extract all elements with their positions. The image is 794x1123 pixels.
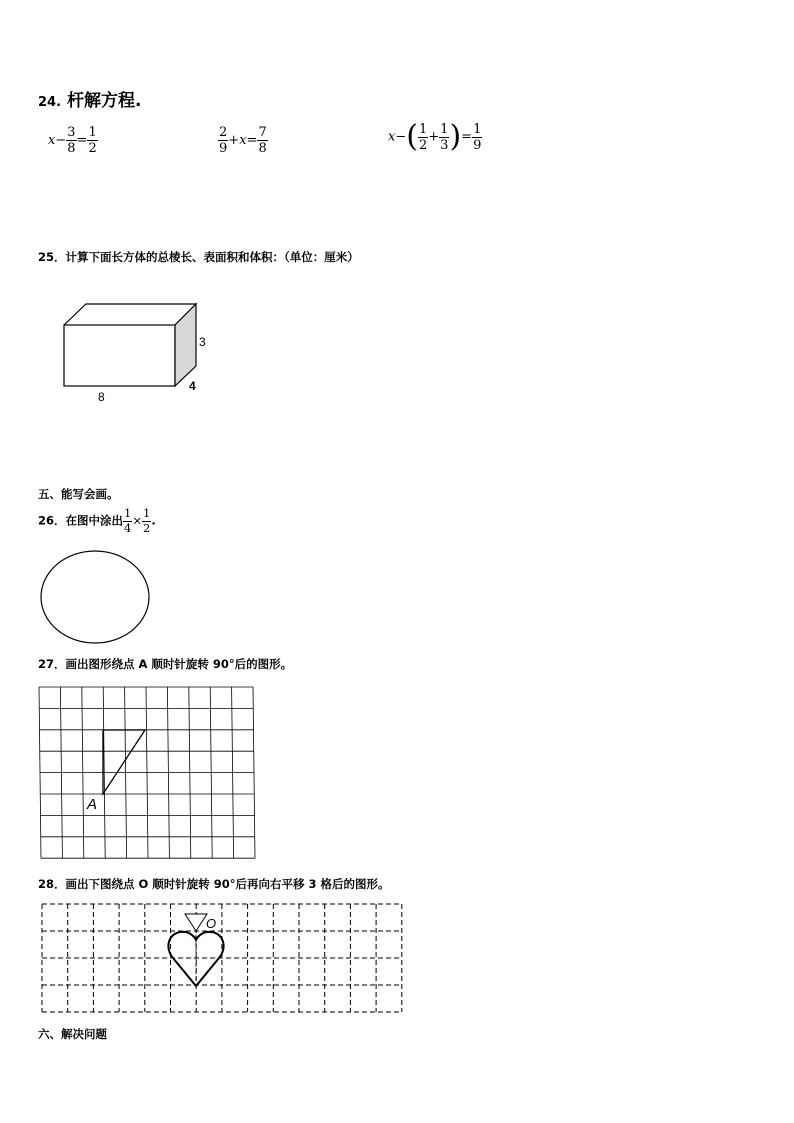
triangle-shape: [103, 730, 145, 794]
fraction: $\frac{1}{3}$: [440, 121, 449, 153]
fraction: $\frac{1}{9}$: [473, 121, 482, 153]
length-label: 8: [98, 390, 105, 404]
section-5-heading: 五、能写会画。: [38, 487, 119, 501]
equation-1: x− $\frac{3}{8}$ = $\frac{1}{2}$: [48, 125, 97, 156]
width-label: 4: [189, 379, 196, 393]
q28-text: 28．画出下图绕点 O 顺时针旋转 90°后再向右平移 3 格后的图形。: [38, 877, 390, 891]
square-grid: [36, 684, 258, 862]
fraction: $\frac{7}{8}$: [258, 125, 267, 156]
fraction: $\frac{3}{8}$: [67, 125, 76, 156]
q24-heading: [38, 86, 141, 111]
height-label: 3: [199, 335, 206, 349]
fraction: $\frac{1}{2}$: [142, 506, 151, 535]
q24-title: 杆解方程.: [66, 91, 142, 111]
point-a-label: A: [87, 796, 98, 813]
equation-3: x−( $\frac{1}{2}$ + $\frac{1}{3}$ )= $\frac{1}{9}$: [388, 119, 482, 154]
circle-figure: [36, 548, 156, 648]
point-o-label: O: [206, 916, 217, 931]
fraction: $\frac{1}{2}$: [88, 125, 97, 156]
equation-2: $\frac{2}{9}$ +x= $\frac{7}{8}$: [219, 125, 267, 156]
q25-text: 25．计算下面长方体的总棱长、表面积和体积：（单位：厘米）: [38, 250, 359, 264]
q26-text: 26．在图中涂出 $\frac{1}{4}$ × $\frac{1}{2}$ .: [38, 506, 156, 535]
dashed-grid: [36, 900, 408, 1018]
q24-number: 24.: [38, 95, 62, 110]
fraction: $\frac{2}{9}$: [219, 125, 228, 156]
cuboid-figure: [55, 300, 225, 410]
fraction: $\frac{1}{2}$: [418, 121, 428, 153]
section-6-heading: 六、解决问题: [38, 1027, 107, 1041]
fraction: $\frac{1}{4}$: [124, 506, 132, 535]
q27-text: 27．画出图形绕点 A 顺时针旋转 90°后的图形。: [38, 657, 293, 671]
triangle-marker: [185, 914, 207, 931]
